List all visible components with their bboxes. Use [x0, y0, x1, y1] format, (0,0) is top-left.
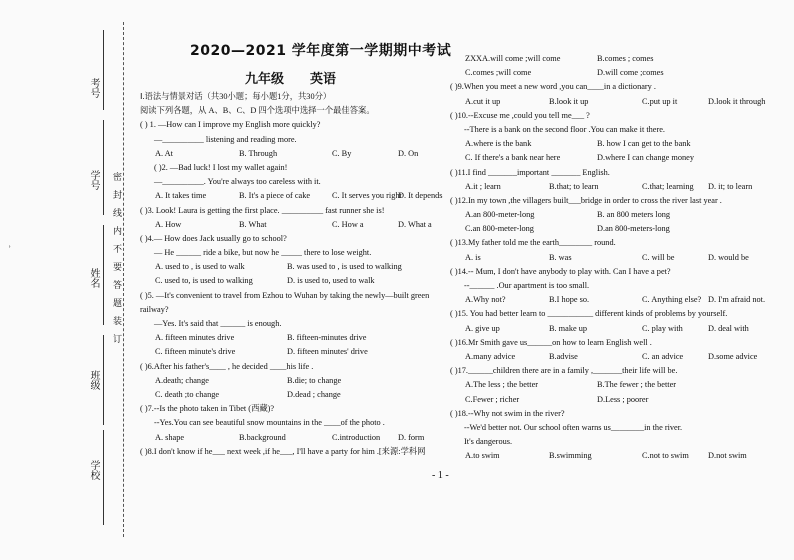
question-line	[450, 279, 750, 293]
answer-option: D.will come ;comes	[597, 68, 664, 78]
question-text: ( )16.Mr Smith gave us______on how to learn English well .	[450, 337, 652, 347]
question-line	[140, 175, 440, 189]
answer-option: B.look it up	[549, 96, 589, 106]
answer-option: B. how I can get to the bank	[597, 139, 691, 149]
question-text: railway?	[140, 304, 169, 314]
question-text: —Yes. It's said that ______ is enough.	[154, 319, 282, 328]
option-row	[450, 66, 750, 80]
answer-option: C. death ;to change	[155, 389, 220, 399]
answer-option: B. It's a piece of cake	[239, 191, 311, 201]
question-line	[140, 289, 440, 303]
answer-option: C. Anything else?	[642, 295, 702, 305]
question-text: It's dangerous.	[464, 437, 513, 447]
question-text: ( )17.______children there are in a family ,_______their life will be.	[450, 366, 678, 376]
answer-option: B. Through	[239, 148, 278, 158]
binding-label-xingming: 姓名	[88, 268, 99, 288]
answer-option: D. It depends	[398, 191, 443, 201]
answer-option: C.that; learning	[642, 181, 694, 191]
option-row	[450, 95, 766, 109]
answer-option: A.to swim	[465, 451, 500, 461]
answer-option: D.where I can change money	[597, 153, 694, 163]
binding-label-banji: 班级	[88, 370, 99, 390]
answer-option: A.where is the bank	[465, 139, 532, 149]
answer-option: D. fifteen minutes' drive	[287, 347, 368, 357]
answer-option: A.Why not?	[465, 295, 506, 305]
answer-option: B. was used to , is used to walking	[287, 262, 402, 272]
answer-option: D.some advice	[708, 351, 758, 361]
answer-option: A.many advice	[465, 351, 516, 361]
answer-option: A. How	[155, 219, 182, 229]
option-row	[140, 431, 440, 445]
option-row	[450, 251, 750, 265]
answer-option: A.cut it up	[465, 96, 501, 106]
seal-char: 答	[113, 281, 123, 291]
question-text: ( )3. Look! Laura is getting the first place. __________ fast runner she is!	[140, 205, 385, 215]
binding-label-xuexiao: 学校	[88, 460, 99, 480]
answer-option: A. At	[155, 148, 173, 158]
answer-option: D.Less ; poorer	[597, 394, 649, 404]
question-text: ( ) 1. —How can I improve my English more quickly?	[140, 120, 321, 130]
question-text: — He ______ ride a bike, but now he _____ there to lose weight.	[154, 248, 372, 258]
question-line	[450, 407, 750, 421]
option-row	[140, 345, 440, 359]
left-question-column	[140, 90, 443, 459]
answer-option: B.The fewer ; the better	[597, 380, 677, 390]
option-row	[450, 350, 758, 364]
answer-option: B.background	[239, 432, 286, 442]
answer-option: B.I hope so.	[549, 295, 590, 305]
answer-option: D. On	[398, 148, 419, 158]
option-row	[140, 260, 440, 274]
answer-option: D.not swim	[708, 451, 747, 461]
answer-option: ZXXA.will come ;will come	[465, 54, 561, 63]
question-text: 阅读下列各题，从 A、B、C、D 四个选项中选择一个最佳答案。	[140, 106, 375, 116]
answer-option: B.comes ; comes	[597, 54, 654, 63]
question-text: Ⅰ.语法与情景对话（共30小题；每小题1分，共30分）	[140, 92, 332, 101]
question-line	[450, 80, 750, 94]
page-number: - 1 -	[432, 470, 449, 481]
question-line	[450, 166, 750, 180]
option-row	[140, 331, 440, 345]
xingming-blank-line	[103, 225, 104, 325]
question-line	[140, 360, 440, 374]
binding-label-kaohao: 考号	[88, 78, 99, 98]
option-row	[450, 52, 750, 66]
question-line	[140, 204, 440, 218]
question-line	[450, 236, 750, 250]
question-text: ( )2. —Bad luck! I lost my wallet again!	[154, 162, 288, 172]
answer-option: B.advise	[549, 351, 578, 361]
question-line	[140, 416, 440, 430]
answer-option: C. play with	[642, 323, 683, 333]
answer-option: B. What	[239, 219, 267, 229]
stray-mark: ʾ	[8, 245, 12, 256]
answer-option: A.The less ; the better	[465, 380, 539, 390]
question-line	[450, 364, 750, 378]
question-text: —__________. You're always too careless with it.	[154, 177, 321, 187]
question-text: --Yes.You can see beautiful snow mountains in the ____of the photo .	[154, 418, 385, 428]
answer-option: C. How a	[332, 219, 364, 229]
question-line	[140, 402, 440, 416]
answer-option: B.that; to learn	[549, 181, 599, 191]
answer-option: B. make up	[549, 323, 588, 333]
answer-option: B. was	[549, 252, 572, 262]
question-line	[450, 336, 750, 350]
option-row	[450, 222, 750, 236]
question-text: ( )9.When you meet a new word ,you can____in a dictionary .	[450, 82, 656, 92]
answer-option: C. It serves you right	[332, 191, 402, 201]
option-row	[450, 151, 750, 165]
right-question-column	[450, 52, 766, 463]
option-row	[450, 180, 753, 194]
answer-option: C.Fewer ; richer	[465, 394, 520, 404]
option-row	[140, 388, 440, 402]
answer-option: A. used to , is used to walk	[155, 262, 245, 272]
option-row	[140, 189, 443, 203]
question-line	[140, 232, 440, 246]
question-text: ( )7.--Is the photo taken in Tibet (西藏)?	[140, 404, 275, 414]
question-line	[450, 307, 750, 321]
subject-label: 英语	[310, 72, 337, 87]
answer-option: C. By	[332, 148, 352, 158]
option-row	[140, 374, 440, 388]
answer-option: D. deal with	[708, 323, 749, 333]
answer-option: C. an advice	[642, 351, 684, 361]
xuehao-blank-line	[103, 120, 104, 215]
answer-option: D. form	[398, 432, 425, 442]
option-row	[450, 393, 750, 407]
answer-option: D.an 800-meters-long	[597, 224, 670, 234]
answer-option: D. it; to learn	[708, 181, 753, 191]
question-line	[140, 445, 440, 459]
option-row	[450, 137, 750, 151]
answer-option: D. would be	[708, 252, 749, 262]
question-text: —__________ listening and reading more.	[154, 134, 297, 144]
answer-option: A. is	[465, 252, 481, 262]
question-line	[450, 194, 750, 208]
question-text: ( )5. —It's convenient to travel from Ezhou to Wuhan by taking the newly—built green	[140, 290, 430, 300]
question-line	[450, 109, 750, 123]
option-row	[450, 449, 750, 463]
xuexiao-blank-line	[103, 430, 104, 525]
question-line	[140, 118, 440, 132]
question-line	[140, 303, 440, 317]
answer-option: C. used to, is used to walking	[155, 276, 253, 286]
answer-option: B. fifteen-minutes drive	[287, 333, 367, 343]
question-line	[450, 265, 750, 279]
answer-option: A.death; change	[155, 375, 209, 385]
answer-option: A.an 800-meter-long	[465, 210, 535, 220]
answer-option: A. give up	[465, 323, 500, 333]
answer-option: C.an 800-meter-long	[465, 224, 534, 234]
seal-char: 题	[113, 299, 123, 309]
answer-option: C.comes ;will come	[465, 68, 532, 78]
seal-char: 不	[113, 245, 123, 255]
option-row	[450, 378, 750, 392]
question-text: --______ .Our apartment is too small.	[464, 281, 590, 290]
answer-option: C. will be	[642, 252, 675, 262]
question-text: ( )18.--Why not swim in the river?	[450, 408, 565, 418]
question-text: ( )12.In my town ,the villagers built___bridge in order to cross the river last year .	[450, 195, 722, 205]
question-text: ( )13.My father told me the earth________ round.	[450, 238, 616, 248]
kaohao-blank-line	[103, 30, 104, 110]
answer-option: D.look it through	[708, 96, 766, 106]
answer-option: A. It takes time	[155, 191, 207, 201]
option-row	[140, 274, 440, 288]
answer-option: C.not to swim	[642, 451, 689, 461]
answer-option: A. shape	[155, 432, 185, 442]
answer-option: D. What a	[398, 219, 432, 229]
option-row	[140, 147, 440, 161]
answer-option: C.introduction	[332, 432, 381, 442]
option-row	[140, 218, 440, 232]
question-line	[450, 421, 750, 435]
answer-option: A.it ; learn	[465, 181, 501, 191]
seal-char: 密	[113, 173, 123, 183]
grade-label: 九年级	[245, 72, 285, 87]
question-text: ( )6.After his father's____ , he decided ____his life .	[140, 361, 314, 371]
banji-blank-line	[103, 335, 104, 425]
question-line	[140, 246, 440, 260]
answer-option: C. If there's a bank near here	[465, 153, 561, 163]
question-text: --There is a bank on the second floor .You can make it there.	[464, 124, 665, 134]
answer-option: B.die; to change	[287, 375, 342, 385]
question-text: ( )4.— How does Jack usually go to school?	[140, 233, 287, 243]
question-line	[140, 104, 440, 118]
seal-char: 要	[113, 263, 123, 273]
question-line	[140, 317, 440, 331]
question-text: ( )10.--Excuse me ,could you tell me___ ?	[450, 110, 590, 120]
answer-option: D. is used to, used to walk	[287, 276, 375, 286]
question-line	[140, 161, 440, 175]
option-row	[450, 293, 766, 307]
question-line	[450, 435, 750, 449]
option-row	[450, 322, 750, 336]
binding-label-xuehao: 学号	[88, 170, 99, 190]
question-text: ( )8.I don't know if he___ next week ,if he___, I'll have a party for him .[来源:学科网	[140, 446, 426, 456]
binding-dashed-line	[123, 22, 124, 537]
question-line	[450, 123, 750, 137]
question-text: ( )15. You had better learn to ___________ different kinds of problems by yourself.	[450, 309, 728, 319]
seal-char: 内	[113, 227, 123, 237]
answer-option: B.swimming	[549, 451, 592, 461]
question-text: --We'd better not. Our school often warns us________in the river.	[464, 422, 683, 432]
seal-char: 订	[113, 335, 123, 345]
question-text: ( )14.-- Mum, I don't have anybody to play with. Can I have a pet?	[450, 266, 671, 276]
answer-option: D.dead ; change	[287, 389, 341, 399]
question-text: ( )11.I find _______important _______ English.	[450, 167, 610, 177]
answer-option: C.put up it	[642, 96, 678, 106]
exam-subtitle	[245, 68, 362, 87]
question-line	[140, 90, 440, 104]
answer-option: D. I'm afraid not.	[708, 295, 766, 305]
seal-char: 线	[113, 209, 123, 219]
option-row	[450, 208, 750, 222]
question-line	[140, 133, 440, 147]
seal-char: 封	[113, 191, 123, 201]
exam-title: 2020—2021 学年度第一学期期中考试	[190, 43, 452, 59]
answer-option: A. fifteen minutes drive	[155, 333, 235, 343]
answer-option: B. an 800 meters long	[597, 210, 671, 220]
seal-char: 装	[113, 317, 123, 327]
answer-option: C. fifteen minute's drive	[155, 347, 236, 357]
